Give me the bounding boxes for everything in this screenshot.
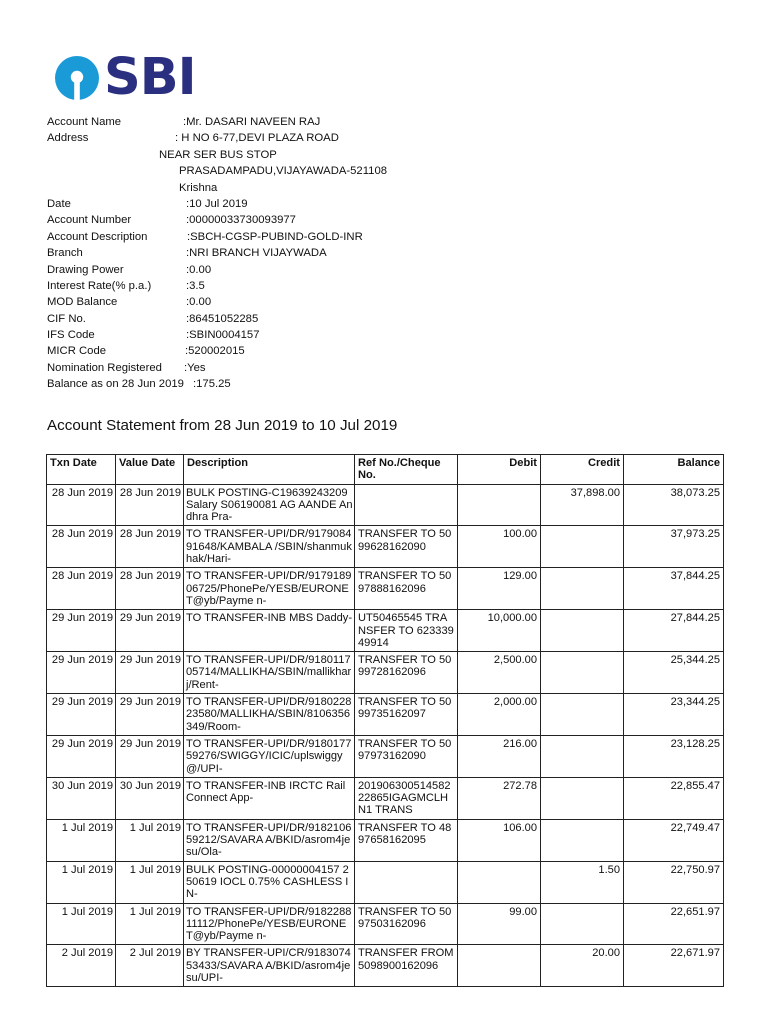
txn-date-cell: 1 Jul 2019: [47, 861, 116, 903]
header-ref: Ref No./Cheque No.: [355, 455, 458, 485]
value-date-cell: 29 Jun 2019: [116, 652, 184, 694]
table-row: [47, 526, 724, 568]
description-cell: TO TRANSFER-UPI/DR/918228811112/PhonePe/YESB/EURONET@yb/Payme n-: [184, 903, 355, 945]
balance-cell: 23,344.25: [624, 694, 724, 736]
value-date-cell: 29 Jun 2019: [116, 694, 184, 736]
header-description: Description: [184, 455, 355, 485]
table-row: [47, 652, 724, 694]
ref-cell: TRANSFER TO 5097973162090: [355, 735, 458, 777]
header-debit: Debit: [458, 455, 541, 485]
address-line-3: PRASADAMPADU,VIJAYAWADA-521108: [179, 165, 388, 178]
debit-cell: [458, 484, 541, 526]
balance-cell: 37,973.25: [624, 526, 724, 568]
txn-date-cell: 29 Jun 2019: [47, 652, 116, 694]
interest-rate-label: Interest Rate(% p.a.): [47, 279, 152, 292]
table-row: [47, 568, 724, 610]
value-date-cell: 1 Jul 2019: [116, 861, 184, 903]
header-balance: Balance: [624, 455, 724, 485]
transactions-table: [46, 454, 724, 987]
balance-cell: 38,073.25: [624, 484, 724, 526]
description-cell: TO TRANSFER-INB IRCTC Rail Connect App-: [184, 777, 355, 819]
balance-cell: 37,844.25: [624, 568, 724, 610]
credit-cell: [541, 610, 624, 652]
account-number-value: :00000033730093977: [186, 214, 296, 227]
mod-balance-value: :0.00: [186, 296, 212, 309]
credit-cell: [541, 819, 624, 861]
cif-value: :86451052285: [186, 312, 259, 325]
credit-cell: 1.50: [541, 861, 624, 903]
micr-code-value: :520002015: [185, 345, 245, 358]
value-date-cell: 1 Jul 2019: [116, 903, 184, 945]
address-line-4: Krishna: [179, 181, 218, 194]
cif-label: CIF No.: [47, 312, 86, 325]
opening-balance-label: Balance as on 28 Jun 2019: [47, 378, 184, 391]
table-header-row: [47, 455, 724, 485]
header-value-date: Value Date: [116, 455, 184, 485]
description-cell: BULK POSTING-C19639243209Salary S06190081 AG AANDE Andhra Pra-: [184, 484, 355, 526]
credit-cell: [541, 652, 624, 694]
table-row: [47, 903, 724, 945]
balance-cell: 22,750.97: [624, 861, 724, 903]
description-cell: TO TRANSFER-UPI/DR/918017759276/SWIGGY/ICIC/uplswiggy@/UPI-: [184, 735, 355, 777]
value-date-cell: 29 Jun 2019: [116, 735, 184, 777]
drawing-power-value: :0.00: [186, 263, 212, 276]
credit-cell: 20.00: [541, 945, 624, 987]
nomination-value: :Yes: [184, 361, 206, 374]
ref-cell: [355, 861, 458, 903]
account-number-label: Account Number: [47, 214, 132, 227]
sbi-logo: [54, 48, 196, 107]
balance-cell: 22,651.97: [624, 903, 724, 945]
account-description-value: :SBCH-CGSP-PUBIND-GOLD-INR: [187, 230, 363, 243]
txn-date-cell: 29 Jun 2019: [47, 610, 116, 652]
address-line-1: : H NO 6-77,DEVI PLAZA ROAD: [175, 132, 339, 145]
account-name-value: :Mr. DASARI NAVEEN RAJ: [183, 116, 321, 128]
ref-cell: TRANSFER TO 5099628162090: [355, 526, 458, 568]
header-credit: Credit: [541, 455, 624, 485]
ref-cell: TRANSFER TO 5097503162096: [355, 903, 458, 945]
description-cell: TO TRANSFER-UPI/DR/917918906725/PhonePe/YESB/EURONET@yb/Payme n-: [184, 568, 355, 610]
debit-cell: 10,000.00: [458, 610, 541, 652]
table-row: [47, 735, 724, 777]
value-date-cell: 28 Jun 2019: [116, 568, 184, 610]
description-cell: BULK POSTING-00000004157 250619 IOCL 0.75% CASHLESS IN-: [184, 861, 355, 903]
value-date-cell: 28 Jun 2019: [116, 526, 184, 568]
debit-cell: 99.00: [458, 903, 541, 945]
date-value: :10 Jul 2019: [186, 197, 248, 210]
credit-cell: [541, 568, 624, 610]
debit-cell: 129.00: [458, 568, 541, 610]
txn-date-cell: 28 Jun 2019: [47, 526, 116, 568]
branch-value: :NRI BRANCH VIJAYWADA: [186, 247, 327, 260]
debit-cell: 100.00: [458, 526, 541, 568]
txn-date-cell: 28 Jun 2019: [47, 568, 116, 610]
balance-cell: 22,749.47: [624, 819, 724, 861]
table-row: [47, 945, 724, 987]
nomination-label: Nomination Registered: [47, 361, 162, 374]
ref-cell: TRANSFER TO 5099728162096: [355, 652, 458, 694]
sbi-keyhole-icon: [54, 55, 100, 101]
ref-cell: TRANSFER TO 4897658162095: [355, 819, 458, 861]
value-date-cell: 30 Jun 2019: [116, 777, 184, 819]
table-row: [47, 484, 724, 526]
address-label: Address: [47, 132, 89, 145]
header-txn-date: Txn Date: [47, 455, 116, 485]
txn-date-cell: 1 Jul 2019: [47, 819, 116, 861]
branch-label: Branch: [47, 247, 83, 260]
interest-rate-value: :3.5: [186, 279, 205, 292]
debit-cell: [458, 945, 541, 987]
sbi-logo-text: SBI: [104, 48, 196, 107]
balance-cell: 22,855.47: [624, 777, 724, 819]
description-cell: TO TRANSFER-UPI/DR/917908491648/KAMBALA /SBIN/shanmukhak/Hari-: [184, 526, 355, 568]
credit-cell: [541, 903, 624, 945]
value-date-cell: 28 Jun 2019: [116, 484, 184, 526]
description-cell: TO TRANSFER-UPI/DR/918022823580/MALLIKHA/SBIN/8106356349/Room-: [184, 694, 355, 736]
ref-cell: TRANSFER TO 5097888162096: [355, 568, 458, 610]
debit-cell: 2,000.00: [458, 694, 541, 736]
ref-cell: [355, 484, 458, 526]
debit-cell: 2,500.00: [458, 652, 541, 694]
txn-date-cell: 29 Jun 2019: [47, 694, 116, 736]
ifs-code-label: IFS Code: [47, 329, 95, 342]
debit-cell: 106.00: [458, 819, 541, 861]
balance-cell: 22,671.97: [624, 945, 724, 987]
txn-date-cell: 2 Jul 2019: [47, 945, 116, 987]
balance-cell: 23,128.25: [624, 735, 724, 777]
description-cell: TO TRANSFER-UPI/DR/918210659212/SAVARA A/BKID/asrom4jesu/Ola-: [184, 819, 355, 861]
debit-cell: 216.00: [458, 735, 541, 777]
table-row: [47, 610, 724, 652]
ifs-code-value: :SBIN0004157: [186, 329, 260, 342]
description-cell: TO TRANSFER-INB MBS Daddy-: [184, 610, 355, 652]
table-row: [47, 777, 724, 819]
ref-cell: TRANSFER TO 5099735162097: [355, 694, 458, 736]
value-date-cell: 1 Jul 2019: [116, 819, 184, 861]
credit-cell: [541, 777, 624, 819]
account-description-label: Account Description: [47, 230, 148, 243]
ref-cell: 20190630051458222865IGAGMCLHN1 TRANS: [355, 777, 458, 819]
credit-cell: [541, 526, 624, 568]
drawing-power-label: Drawing Power: [47, 263, 124, 276]
balance-cell: 25,344.25: [624, 652, 724, 694]
debit-cell: [458, 861, 541, 903]
credit-cell: [541, 694, 624, 736]
ref-cell: TRANSFER FROM 5098900162096: [355, 945, 458, 987]
opening-balance-value: :175.25: [193, 378, 231, 391]
txn-date-cell: 28 Jun 2019: [47, 484, 116, 526]
micr-code-label: MICR Code: [47, 345, 107, 358]
credit-cell: [541, 735, 624, 777]
balance-cell: 27,844.25: [624, 610, 724, 652]
account-name-label: Account Name: [47, 116, 122, 128]
table-row: [47, 861, 724, 903]
txn-date-cell: 1 Jul 2019: [47, 903, 116, 945]
date-label: Date: [47, 197, 71, 210]
table-row: [47, 694, 724, 736]
value-date-cell: 29 Jun 2019: [116, 610, 184, 652]
txn-date-cell: 30 Jun 2019: [47, 777, 116, 819]
address-line-2: NEAR SER BUS STOP: [159, 148, 277, 161]
credit-cell: 37,898.00: [541, 484, 624, 526]
description-cell: TO TRANSFER-UPI/DR/918011705714/MALLIKHA/SBIN/mallikharj/Rent-: [184, 652, 355, 694]
table-row: [47, 819, 724, 861]
value-date-cell: 2 Jul 2019: [116, 945, 184, 987]
description-cell: BY TRANSFER-UPI/CR/918307453433/SAVARA A/BKID/asrom4jesu/UPI-: [184, 945, 355, 987]
debit-cell: 272.78: [458, 777, 541, 819]
statement-title: Account Statement from 28 Jun 2019 to 10 Jul 2019: [47, 417, 398, 434]
mod-balance-label: MOD Balance: [47, 296, 118, 309]
ref-cell: UT50465545 TRANSFER TO 62333949914: [355, 610, 458, 652]
txn-date-cell: 29 Jun 2019: [47, 735, 116, 777]
